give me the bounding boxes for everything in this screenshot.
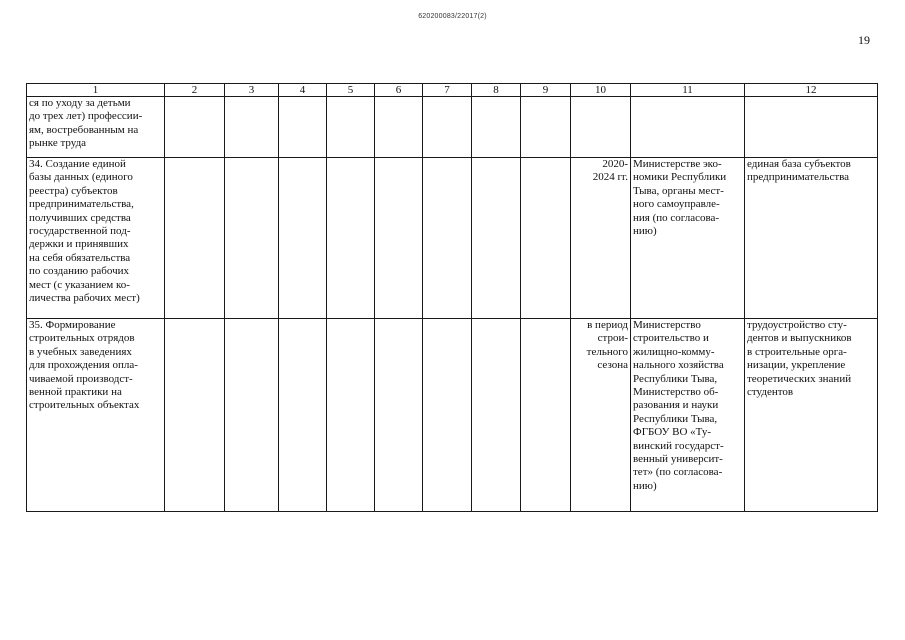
empty-cell xyxy=(327,158,375,319)
column-header: 8 xyxy=(472,84,521,97)
responsible-cell: Министерство строительство и жилищно-комму- нального хозяйства Республики Тыва, Министерство об- разования и науки Республики Тыва, ФГБОУ ВО «Ту- винский государст- венный университ- тет» (по согласова- нию) xyxy=(631,319,745,512)
measure-cell: 35. Формирование строительных отрядов в учебных заведениях для прохождения опла- чиваемой производст- венной практики на строительных объектах xyxy=(27,319,165,512)
empty-cell xyxy=(165,97,225,158)
empty-cell xyxy=(472,158,521,319)
empty-cell xyxy=(225,319,279,512)
period-cell: 2020- 2024 гг. xyxy=(571,158,631,319)
measure-cell: ся по уходу за детьми до трех лет) профессии- ям, востребованным на рынке труда xyxy=(27,97,165,158)
column-header: 6 xyxy=(375,84,423,97)
result-cell: единая база субъектов предпринимательства xyxy=(745,158,878,319)
empty-cell xyxy=(423,158,472,319)
empty-cell xyxy=(423,97,472,158)
period-cell: в период строи- тельного сезона xyxy=(571,319,631,512)
empty-cell xyxy=(225,97,279,158)
empty-cell xyxy=(472,97,521,158)
document-code: 620200083/22017(2) xyxy=(418,13,487,20)
column-header: 11 xyxy=(631,84,745,97)
result-cell xyxy=(745,97,878,158)
responsible-cell: Министерстве эко- номики Республики Тыва, органы мест- ного самоуправле- ния (по согласова- нию) xyxy=(631,158,745,319)
header-row xyxy=(27,84,878,97)
empty-cell xyxy=(521,97,571,158)
column-header: 10 xyxy=(571,84,631,97)
empty-cell xyxy=(375,97,423,158)
page-number: 19 xyxy=(858,33,870,47)
empty-cell xyxy=(423,319,472,512)
column-header: 2 xyxy=(165,84,225,97)
empty-cell xyxy=(521,158,571,319)
column-header: 3 xyxy=(225,84,279,97)
empty-cell xyxy=(521,319,571,512)
period-cell xyxy=(571,97,631,158)
column-header: 9 xyxy=(521,84,571,97)
column-header: 1 xyxy=(27,84,165,97)
measure-cell: 34. Создание единой базы данных (единого реестра) субъектов предпринимательства, получивших средства государственной под- держки и принявших на себя обязательства по созданию рабочих мест (с указанием ко- личества рабочих мест) xyxy=(27,158,165,319)
empty-cell xyxy=(472,319,521,512)
column-header: 5 xyxy=(327,84,375,97)
measures-table xyxy=(26,83,878,512)
empty-cell xyxy=(327,319,375,512)
result-cell: трудоустройство сту- дентов и выпускников в строительные орга- низации, укрепление теоретических знаний студентов xyxy=(745,319,878,512)
empty-cell xyxy=(375,319,423,512)
empty-cell xyxy=(375,158,423,319)
empty-cell xyxy=(279,158,327,319)
empty-cell xyxy=(327,97,375,158)
empty-cell xyxy=(279,97,327,158)
empty-cell xyxy=(225,158,279,319)
column-header: 4 xyxy=(279,84,327,97)
table-row xyxy=(27,97,878,158)
table-row xyxy=(27,158,878,319)
empty-cell xyxy=(279,319,327,512)
empty-cell xyxy=(165,319,225,512)
column-header: 12 xyxy=(745,84,878,97)
column-header: 7 xyxy=(423,84,472,97)
empty-cell xyxy=(165,158,225,319)
table-row xyxy=(27,319,878,512)
responsible-cell xyxy=(631,97,745,158)
